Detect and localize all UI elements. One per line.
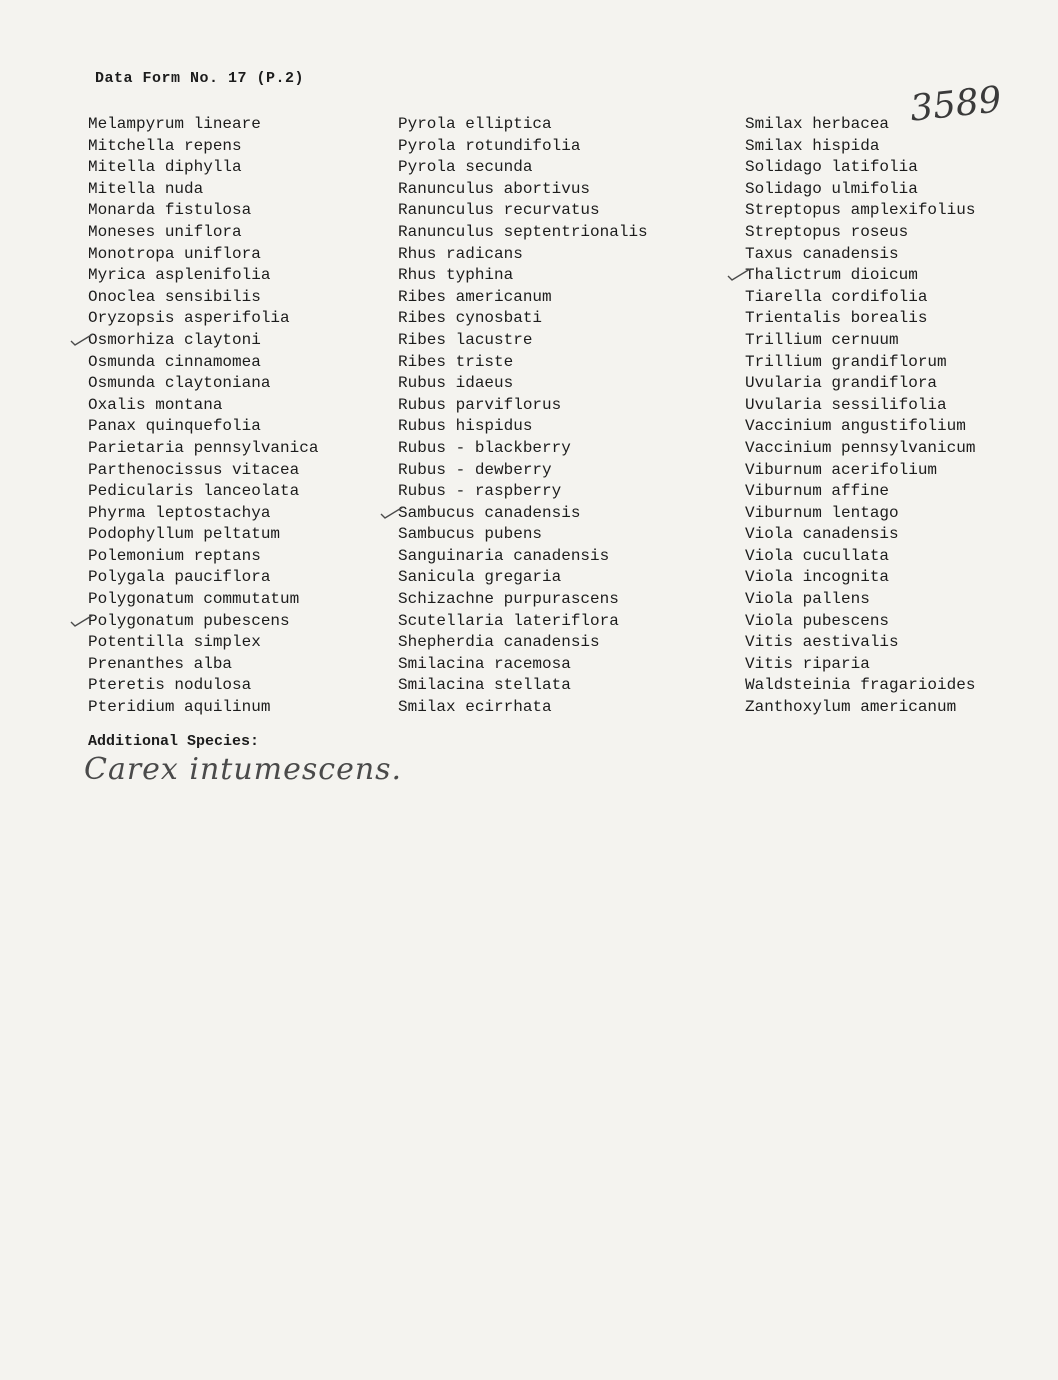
species-item	[745, 136, 975, 158]
form-title: Data Form No. 17 (P.2)	[95, 70, 305, 87]
species-item	[398, 654, 648, 676]
species-item	[88, 287, 318, 309]
species-item	[745, 589, 975, 611]
species-name: Viola pubescens	[745, 611, 890, 630]
species-item	[398, 287, 648, 309]
species-name: Vitis aestivalis	[745, 633, 899, 652]
species-name: Solidago ulmifolia	[745, 179, 918, 198]
species-item	[745, 460, 975, 482]
species-item	[88, 265, 318, 287]
species-item	[745, 675, 975, 697]
species-item	[398, 114, 648, 136]
species-name: Ribes americanum	[398, 287, 552, 306]
species-item	[398, 675, 648, 697]
species-item	[88, 675, 318, 697]
species-item	[398, 136, 648, 158]
species-name: Pyrola secunda	[398, 158, 533, 177]
species-item	[88, 654, 318, 676]
species-name: Zanthoxylum americanum	[745, 698, 957, 717]
species-item	[745, 546, 975, 568]
species-name: Mitchella repens	[88, 136, 242, 155]
species-name: Ranunculus septentrionalis	[398, 222, 648, 241]
species-item	[88, 416, 318, 438]
species-item	[745, 395, 975, 417]
species-name: Ribes cynosbati	[398, 309, 543, 328]
species-name: Viola cucullata	[745, 546, 890, 565]
species-item	[745, 265, 975, 287]
species-item	[88, 546, 318, 568]
species-item	[398, 416, 648, 438]
species-name: Rubus idaeus	[398, 374, 514, 393]
species-item	[88, 697, 318, 719]
species-item	[398, 546, 648, 568]
species-name: Prenanthes alba	[88, 654, 233, 673]
species-name: Mitella nuda	[88, 179, 204, 198]
species-item	[745, 567, 975, 589]
species-item	[88, 438, 318, 460]
species-item	[88, 373, 318, 395]
species-name: Sambucus pubens	[398, 525, 543, 544]
species-name: Pyrola elliptica	[398, 115, 552, 133]
species-item	[398, 308, 648, 330]
species-item	[398, 632, 648, 654]
species-item	[745, 287, 975, 309]
species-column-1	[88, 114, 318, 719]
species-name: Osmunda claytoniana	[88, 374, 271, 393]
species-name: Shepherdia canadensis	[398, 633, 600, 652]
check-mark-icon	[70, 613, 94, 627]
species-name: Smilacina stellata	[398, 676, 571, 695]
species-item	[398, 330, 648, 352]
species-name: Thalictrum dioicum	[745, 266, 918, 285]
species-name: Viburnum affine	[745, 482, 890, 501]
species-name: Osmunda cinnamomea	[88, 352, 261, 371]
species-name: Myrica asplenifolia	[88, 266, 271, 285]
species-item	[398, 179, 648, 201]
handwritten-additional-species: Carex intumescens.	[84, 752, 403, 787]
species-name: Monarda fistulosa	[88, 201, 252, 220]
species-name: Sanicula gregaria	[398, 568, 562, 587]
species-item	[398, 222, 648, 244]
species-item	[745, 114, 975, 136]
species-column-2	[398, 114, 648, 719]
species-item	[745, 416, 975, 438]
species-item	[398, 611, 648, 633]
species-name: Vaccinium angustifolium	[745, 417, 966, 436]
species-name: Parthenocissus vitacea	[88, 460, 300, 479]
species-item	[398, 567, 648, 589]
species-item	[745, 352, 975, 374]
species-name: Rhus radicans	[398, 244, 523, 263]
species-item	[88, 179, 318, 201]
species-name: Rubus hispidus	[398, 417, 533, 436]
species-name: Oryzopsis asperifolia	[88, 309, 290, 328]
species-item	[745, 373, 975, 395]
species-item	[745, 244, 975, 266]
species-name: Uvularia sessilifolia	[745, 395, 947, 414]
species-name: Rubus - blackberry	[398, 438, 571, 457]
species-name: Ranunculus abortivus	[398, 179, 591, 198]
species-item	[745, 222, 975, 244]
species-name: Tiarella cordifolia	[745, 287, 928, 306]
species-item	[398, 460, 648, 482]
species-item	[398, 589, 648, 611]
species-item	[88, 395, 318, 417]
species-name: Rubus - raspberry	[398, 482, 562, 501]
species-item	[88, 567, 318, 589]
species-name: Phyrma leptostachya	[88, 503, 271, 522]
species-name: Sambucus canadensis	[398, 503, 581, 522]
species-name: Polygala pauciflora	[88, 568, 271, 587]
species-name: Viola pallens	[745, 590, 870, 609]
additional-species-label: Additional Species:	[88, 733, 260, 750]
species-name: Panax quinquefolia	[88, 417, 261, 436]
species-item	[88, 330, 318, 352]
species-item	[398, 395, 648, 417]
species-name: Trillium grandiflorum	[745, 352, 947, 371]
handwritten-number: 3589	[908, 79, 1004, 130]
species-item	[398, 503, 648, 525]
species-name: Pyrola rotundifolia	[398, 136, 581, 155]
species-name: Viburnum acerifolium	[745, 460, 938, 479]
check-mark-icon	[70, 332, 94, 346]
species-name: Smilax herbacea	[745, 115, 890, 133]
species-item	[398, 157, 648, 179]
species-item	[88, 136, 318, 158]
species-item	[745, 503, 975, 525]
species-name: Osmorhiza claytoni	[88, 330, 261, 349]
species-item	[88, 244, 318, 266]
species-item	[398, 373, 648, 395]
species-name: Moneses uniflora	[88, 222, 242, 241]
species-item	[745, 654, 975, 676]
species-name: Pteridium aquilinum	[88, 698, 271, 717]
species-item	[398, 481, 648, 503]
species-item	[398, 352, 648, 374]
species-item	[745, 308, 975, 330]
species-name: Smilax hispida	[745, 136, 880, 155]
species-name: Streptopus roseus	[745, 222, 909, 241]
species-item	[88, 222, 318, 244]
species-item	[745, 481, 975, 503]
species-name: Smilacina racemosa	[398, 654, 571, 673]
species-item	[745, 200, 975, 222]
species-item	[88, 114, 318, 136]
species-item	[88, 157, 318, 179]
species-name: Parietaria pennsylvanica	[88, 438, 319, 457]
species-name: Ribes lacustre	[398, 330, 533, 349]
species-name: Potentilla simplex	[88, 633, 261, 652]
species-name: Uvularia grandiflora	[745, 374, 938, 393]
species-name: Streptopus amplexifolius	[745, 201, 976, 220]
species-item	[398, 244, 648, 266]
species-name: Pteretis nodulosa	[88, 676, 252, 695]
species-name: Pedicularis lanceolata	[88, 482, 300, 501]
check-mark-icon	[380, 505, 404, 519]
species-item	[745, 524, 975, 546]
species-name: Oxalis montana	[88, 395, 223, 414]
species-name: Rubus parviflorus	[398, 395, 562, 414]
species-name: Trillium cernuum	[745, 330, 899, 349]
species-item	[88, 460, 318, 482]
species-name: Melampyrum lineare	[88, 115, 261, 133]
species-item	[745, 157, 975, 179]
species-item	[88, 200, 318, 222]
species-item	[745, 179, 975, 201]
species-name: Taxus canadensis	[745, 244, 899, 263]
species-item	[745, 330, 975, 352]
species-column-3	[745, 114, 975, 719]
species-name: Viola canadensis	[745, 525, 899, 544]
species-name: Viburnum lentago	[745, 503, 899, 522]
species-name: Mitella diphylla	[88, 158, 242, 177]
species-name: Onoclea sensibilis	[88, 287, 261, 306]
species-item	[88, 524, 318, 546]
species-item	[745, 632, 975, 654]
species-item	[88, 481, 318, 503]
species-name: Rubus - dewberry	[398, 460, 552, 479]
species-name: Sanguinaria canadensis	[398, 546, 610, 565]
species-item	[88, 308, 318, 330]
species-name: Scutellaria lateriflora	[398, 611, 619, 630]
species-name: Vaccinium pennsylvanicum	[745, 438, 976, 457]
species-item	[745, 611, 975, 633]
species-name: Polemonium reptans	[88, 546, 261, 565]
species-item	[88, 632, 318, 654]
check-mark-icon	[727, 267, 751, 281]
species-item	[398, 697, 648, 719]
species-name: Ribes triste	[398, 352, 514, 371]
species-item	[745, 697, 975, 719]
species-item	[88, 589, 318, 611]
species-name: Vitis riparia	[745, 654, 870, 673]
species-item	[745, 438, 975, 460]
species-item	[398, 524, 648, 546]
species-name: Smilax ecirrhata	[398, 698, 552, 717]
species-name: Polygonatum commutatum	[88, 590, 300, 609]
species-name: Rhus typhina	[398, 266, 514, 285]
species-item	[398, 200, 648, 222]
species-name: Podophyllum peltatum	[88, 525, 281, 544]
species-item	[88, 503, 318, 525]
species-name: Waldsteinia fragarioides	[745, 676, 976, 695]
species-name: Schizachne purpurascens	[398, 590, 619, 609]
species-name: Monotropa uniflora	[88, 244, 261, 263]
species-name: Ranunculus recurvatus	[398, 201, 600, 220]
species-name: Solidago latifolia	[745, 158, 918, 177]
species-item	[88, 611, 318, 633]
species-item	[398, 438, 648, 460]
species-item	[88, 352, 318, 374]
species-name: Viola incognita	[745, 568, 890, 587]
species-name: Trientalis borealis	[745, 309, 928, 328]
species-item	[398, 265, 648, 287]
species-name: Polygonatum pubescens	[88, 611, 290, 630]
